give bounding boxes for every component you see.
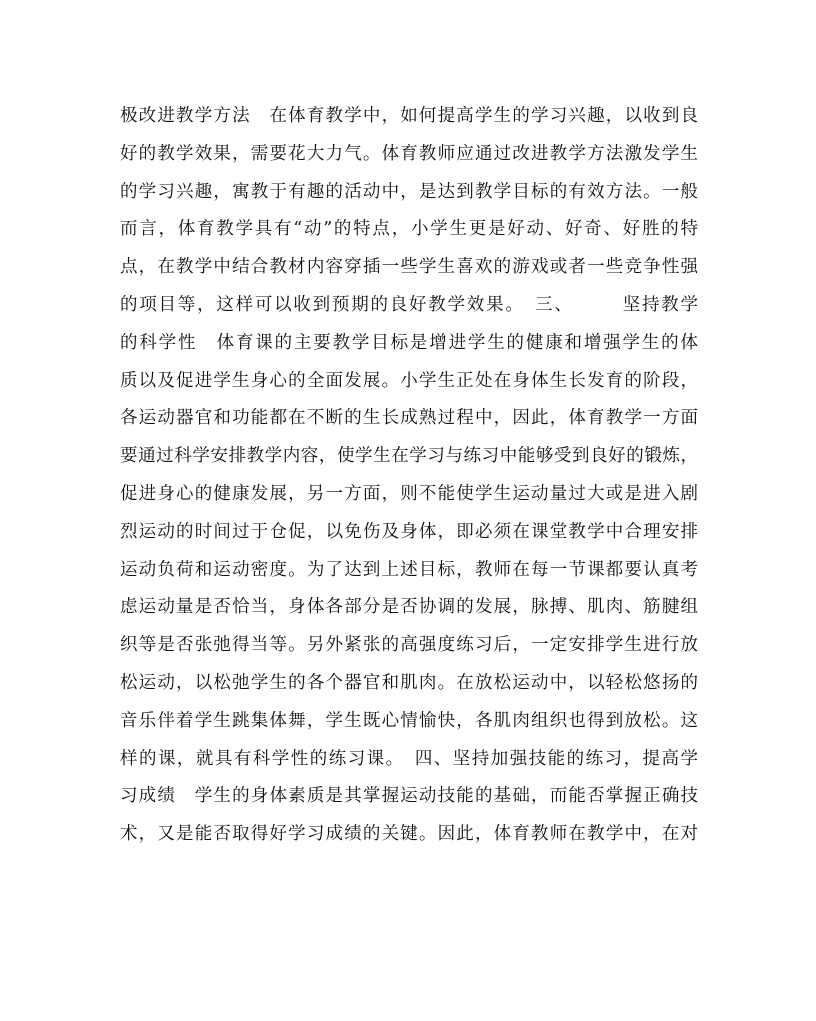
text-line: 促进身心的健康发展，另一方面，则不能使学生运动量过大或是进入剧 (120, 483, 698, 504)
text-line: 样的课，就具有科学性的练习课。 四、坚持加强技能的练习，提高学 (120, 748, 698, 769)
text-line: 织等是否张弛得当等。另外紧张的高强度练习后，一定安排学生进行放 (120, 635, 698, 656)
text-line: 术，又是能否取得好学习成绩的关键。因此，体育教师在教学中，在对 (120, 824, 698, 845)
text-line: 点，在教学中结合教材内容穿插一些学生喜欢的游戏或者一些竞争性强 (120, 257, 698, 278)
text-line: 虑运动量是否恰当，身体各部分是否协调的发展，脉搏、肌肉、筋腱组 (120, 597, 698, 618)
text-line: 松运动，以松弛学生的各个器官和肌肉。在放松运动中，以轻松悠扬的 (120, 672, 698, 693)
text-line: 运动负荷和运动密度。为了达到上述目标，教师在每一节课都要认真考 (120, 559, 698, 580)
text-line: 音乐伴着学生跳集体舞，学生既心情愉快，各肌肉组织也得到放松。这 (120, 710, 698, 731)
text-line: 的学习兴趣，寓教于有趣的活动中，是达到教学目标的有效方法。一般 (120, 181, 698, 202)
text-line: 要通过科学安排教学内容，使学生在学习与练习中能够受到良好的锻炼， (120, 446, 698, 467)
text-line: 好的教学效果，需要花大力气。体育教师应通过改进教学方法激发学生 (120, 143, 698, 164)
text-line: 而言，体育教学具有“动”的特点，小学生更是好动、好奇、好胜的特 (120, 219, 698, 240)
text-line: 的项目等，这样可以收到预期的良好教学效果。 三、 坚持教学 (120, 294, 698, 315)
text-line: 习成绩 学生的身体素质是其掌握运动技能的基础，而能否掌握正确技 (120, 786, 698, 807)
text-line: 极改进教学方法 在体育教学中，如何提高学生的学习兴趣，以收到良 (120, 106, 698, 126)
body-text (120, 98, 698, 854)
text-line: 的科学性 体育课的主要教学目标是增进学生的健康和增强学生的体 (120, 332, 698, 353)
text-line: 各运动器官和功能都在不断的生长成熟过程中，因此，体育教学一方面 (120, 408, 698, 429)
text-line: 烈运动的时间过于仓促，以免伤及身体，即必须在课堂教学中合理安排 (120, 521, 698, 542)
text-line: 质以及促进学生身心的全面发展。小学生正处在身体生长发育的阶段， (120, 370, 698, 391)
